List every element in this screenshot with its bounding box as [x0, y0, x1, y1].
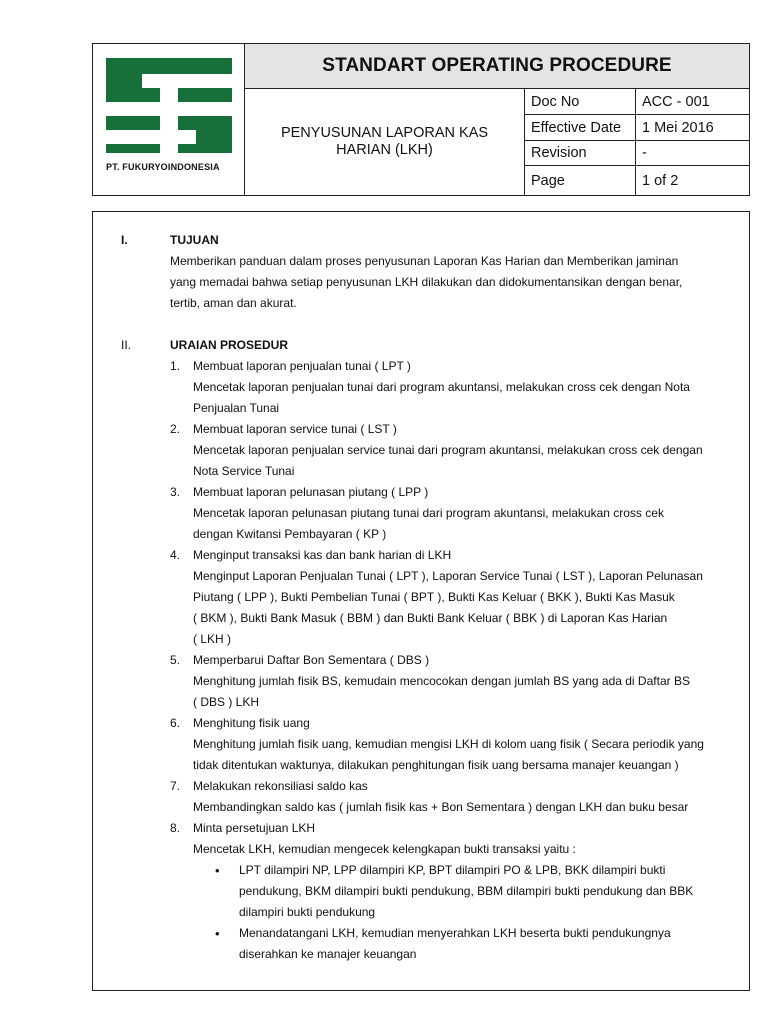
- bullet-line: dilampiri bukti pendukung: [239, 905, 376, 919]
- procedure-body: [92, 211, 750, 991]
- step-line: ( DBS ) LKH: [193, 695, 260, 709]
- step-number: 5.: [170, 653, 181, 667]
- bullet-line: Menandatangani LKH, kemudian menyerahkan LKH beserta bukti pendukungnya: [239, 926, 671, 940]
- step-title: Melakukan rekonsiliasi saldo kas: [193, 779, 368, 793]
- meta-label: Effective Date: [525, 115, 636, 140]
- step-line: Penjualan Tunai: [193, 401, 280, 415]
- step-line: Piutang ( LPP ), Bukti Pembelian Tunai ( BPT ), Bukti Kas Keluar ( BKK ), Bukti Kas Masuk: [193, 590, 675, 604]
- paragraph-line: yang memadai bahwa setiap penyusunan LKH dilakukan dan didokumentansikan dengan benar,: [170, 275, 683, 289]
- logo-cell: [93, 44, 245, 195]
- step-title: Membuat laporan service tunai ( LST ): [193, 422, 397, 436]
- step-line: Mencetak laporan pelunasan piutang tunai dari program akuntansi, melakukan cross cek: [193, 506, 664, 520]
- step-line: Mencetak laporan penjualan tunai dari program akuntansi, melakukan cross cek dengan Nota: [193, 380, 690, 394]
- step-line: Menginput Laporan Penjualan Tunai ( LPT ), Laporan Service Tunai ( LST ), Laporan Pelunasan: [193, 569, 703, 583]
- step-number: 6.: [170, 716, 181, 730]
- step-line: Membandingkan saldo kas ( jumlah fisik kas + Bon Sementara ) dengan LKH dan buku besar: [193, 800, 689, 814]
- paragraph-line: Memberikan panduan dalam proses penyusunan Laporan Kas Harian dan Memberikan jaminan: [170, 254, 679, 268]
- meta-row-doc-no: [525, 89, 749, 115]
- meta-value: 1 Mei 2016: [642, 119, 714, 136]
- section-number: II.: [121, 338, 132, 352]
- meta-row-effective-date: [525, 115, 749, 141]
- step-line: ( LKH ): [193, 632, 232, 646]
- step-line: ( BKM ), Bukti Bank Masuk ( BBM ) dan Bukti Bank Keluar ( BBK ) di Laporan Kas Harian: [193, 611, 668, 625]
- company-name: PT. FUKURYOINDONESIA: [106, 162, 220, 172]
- section-number: I.: [121, 233, 128, 247]
- step-title: Minta persetujuan LKH: [193, 821, 316, 835]
- section-heading-tujuan: TUJUAN: [170, 233, 219, 247]
- bullet-line: diserahkan ke manajer keuangan: [239, 947, 417, 961]
- paragraph-line: tertib, aman dan akurat.: [170, 296, 297, 310]
- meta-row-page: [525, 166, 749, 195]
- step-number: 8.: [170, 821, 181, 835]
- step-title: Memperbarui Daftar Bon Sementara ( DBS ): [193, 653, 430, 667]
- step-line: Menghitung jumlah fisik uang, kemudian mengisi LKH di kolom uang fisik ( Secara periodik yang: [193, 737, 704, 751]
- meta-label: Revision: [525, 141, 636, 165]
- meta-value: 1 of 2: [642, 172, 679, 189]
- step-number: 1.: [170, 359, 181, 373]
- meta-label: Doc No: [525, 89, 636, 114]
- meta-label: Page: [525, 166, 636, 195]
- meta-value: ACC - 001: [642, 93, 710, 110]
- step-title: Menginput transaksi kas dan bank harian di LKH: [193, 548, 452, 562]
- step-title: Membuat laporan penjualan tunai ( LPT ): [193, 359, 411, 373]
- step-line: Mencetak laporan penjualan service tunai dari program akuntansi, melakukan cross cek dengan: [193, 443, 703, 457]
- meta-table: [525, 89, 749, 195]
- sop-header-table: [92, 43, 750, 196]
- bullet-icon: •: [215, 926, 220, 941]
- step-number: 4.: [170, 548, 181, 562]
- step-title: Menghitung fisik uang: [193, 716, 310, 730]
- document-title: STANDART OPERATING PROCEDURE: [245, 44, 749, 89]
- step-line: Mencetak LKH, kemudian mengecek kelengkapan bukti transaksi yaitu :: [193, 842, 576, 856]
- step-line: dengan Kwitansi Pembayaran ( KP ): [193, 527, 387, 541]
- procedure-name: PENYUSUNAN LAPORAN KAS HARIAN (LKH): [245, 89, 525, 195]
- step-line: Menghitung jumlah fisik BS, kemudain mencocokan dengan jumlah BS yang ada di Daftar BS: [193, 674, 690, 688]
- bullet-line: LPT dilampiri NP, LPP dilampiri KP, BPT dilampiri PO & LPB, BKK dilampiri bukti: [239, 863, 666, 877]
- step-line: Nota Service Tunai: [193, 464, 295, 478]
- step-title: Membuat laporan pelunasan piutang ( LPP ): [193, 485, 429, 499]
- step-number: 2.: [170, 422, 181, 436]
- meta-value: -: [642, 145, 647, 161]
- company-logo: [106, 58, 232, 153]
- bullet-icon: •: [215, 863, 220, 878]
- step-number: 7.: [170, 779, 181, 793]
- bullet-line: pendukung, BKM dilampiri bukti pendukung, BBM dilampiri bukti pendukung dan BBK: [239, 884, 694, 898]
- step-line: tidak ditentukan waktunya, dilakukan penghitungan fisik uang bersama manajer keuangan ): [193, 758, 679, 772]
- step-number: 3.: [170, 485, 181, 499]
- section-heading-uraian: URAIAN PROSEDUR: [170, 338, 289, 352]
- meta-row-revision: [525, 141, 749, 166]
